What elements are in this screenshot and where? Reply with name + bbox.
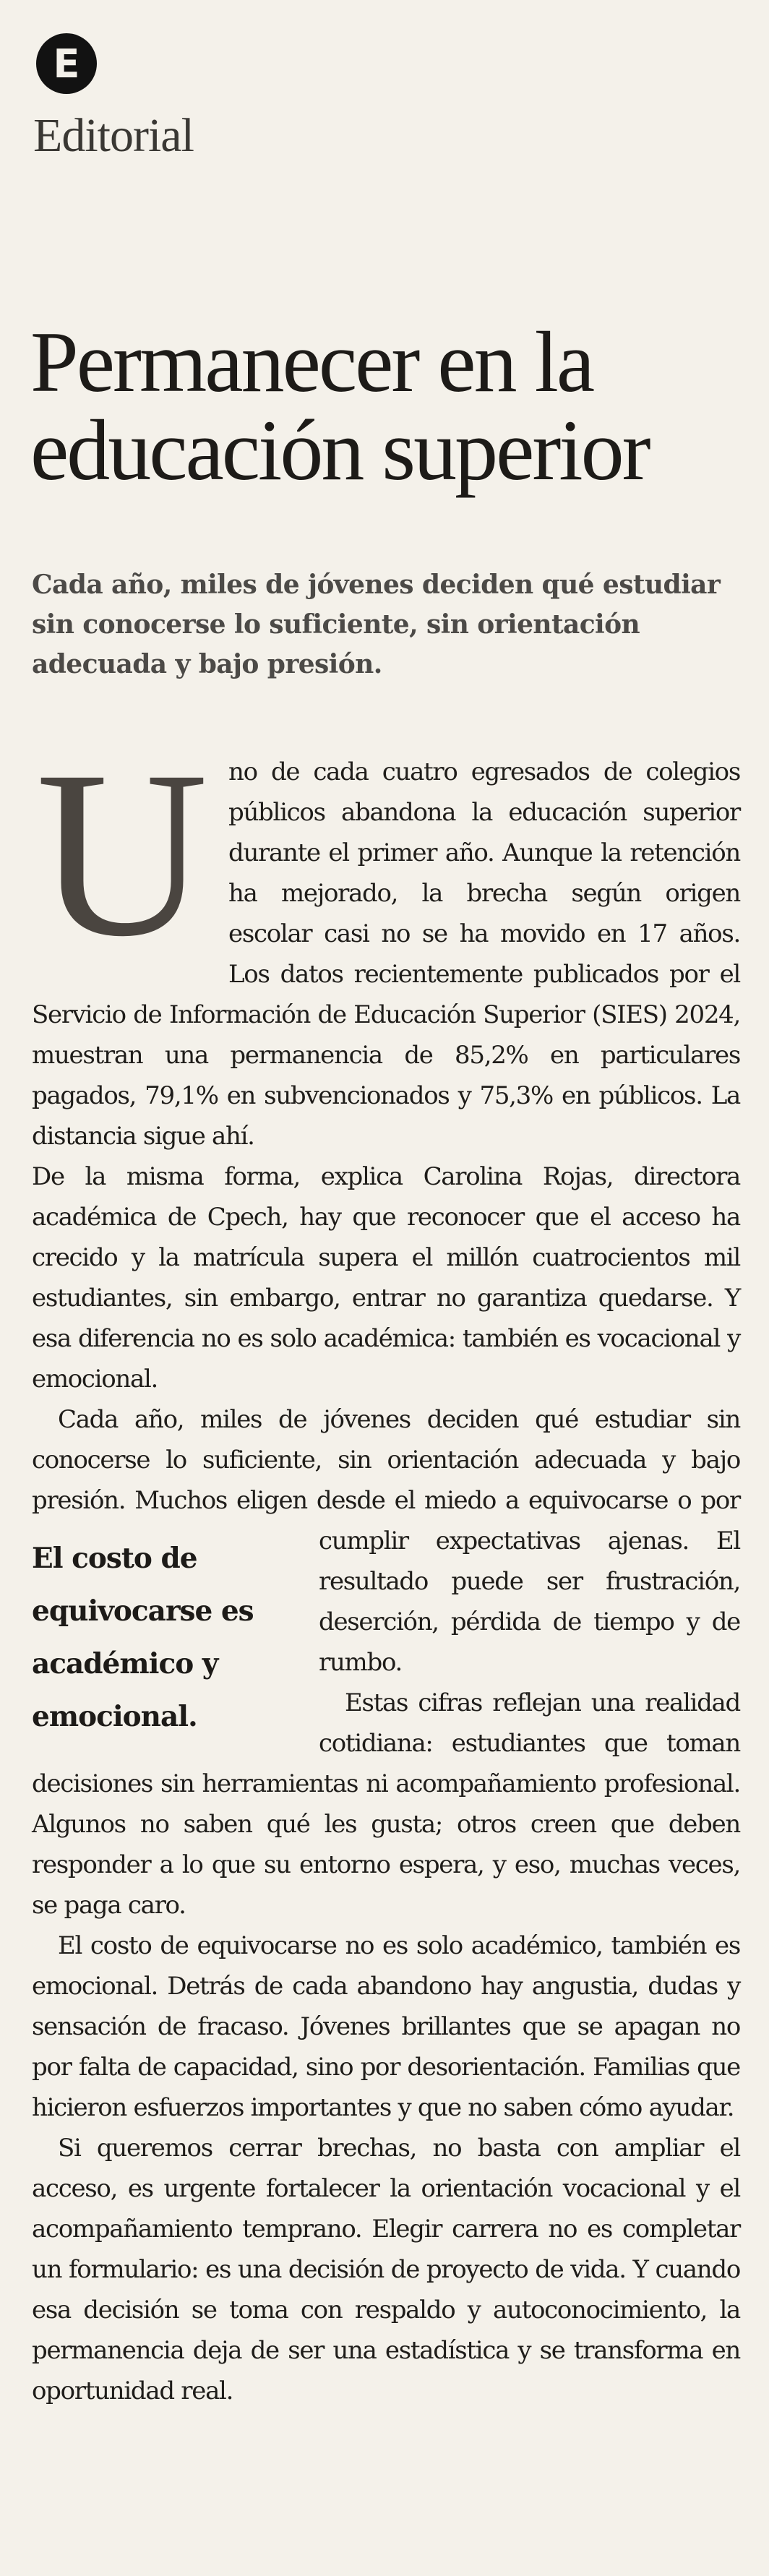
pull-quote: El costo de equivocarse es académico y emocional.	[32, 1542, 254, 1733]
article-paragraph-2: De la misma forma, explica Carolina Rojas, directora académica de Cpech, hay que reconocer que el acceso ha crecido y la matrícula supera el millón cuatrocientos mil estudiantes, sin embargo, entrar no garantiza quedarse. Y esa diferencia no es solo académica: también es vocacional y emocional.	[32, 1162, 740, 1394]
article-paragraph-6: Si queremos cerrar brechas, no basta con ampliar el acceso, es urgente fortalecer la orientación vocacional y el acompañamiento temprano. Elegir carrera no es completar un formulario: es una decisión de proyecto de vida. Y cuando esa decisión se toma con respaldo y autoconocimiento, la permanencia deja de ser una estadística y se transforma en oportunidad real.	[32, 2134, 740, 2405]
section-badge-letter: E	[53, 40, 80, 87]
paragraph-1-text: no de cada cuatro egresados de colegios públicos abandona la educación superior durante el primer año. Aunque la retención ha mejorado, la brecha según origen escolar casi no se ha movido en 17 años. Los datos recientemente publicados por el Servicio de Información de Educación Superior (SIES) 2024, muestran una permanencia de 85,2% en particulares pagados, 79,1% en subvencionados y 75,3% en públicos. La distancia sigue ahí.	[32, 757, 740, 1151]
section-label: Editorial	[33, 109, 194, 162]
article-paragraph-5: El costo de equivocarse no es solo académico, también es emocional. Detrás de cada abandono hay angustia, dudas y sensación de fracaso. Jóvenes brillantes que se apagan no por falta de capacidad, sino por desorientación. Familias que hicieron esfuerzos importantes y que no saben cómo ayudar.	[32, 1931, 740, 2122]
paragraph-3-text-a: Cada año, miles de jóvenes deciden qué estudiar sin conocerse lo suficiente, sin orientación adecuada y bajo presión. Muchos eligen desde el miedo a equivo	[32, 1405, 740, 1515]
headline: Permanecer en la educación superior	[30, 314, 649, 498]
article-paragraph-4: Estas cifras reflejan una realidad cotidiana: estudiantes que toman decisiones sin herramientas ni acompañamiento profesional. Algunos no saben qué les gusta; otros creen que deben responder a lo que su entorno espera, y eso, muchas veces, se paga caro.	[32, 1688, 740, 1920]
article-paragraph-3	[32, 1399, 740, 1733]
section-badge	[36, 33, 97, 94]
article-body	[32, 722, 740, 2411]
dek: Cada año, miles de jóvenes deciden qué estudiar sin conocerse lo suficiente, sin orientación adecuada y bajo presión.	[32, 570, 721, 679]
paragraph-3-text-b: carse o por cumplir expectativas ajenas. El resultado puede ser frustración, deserción, pérdida de tiempo y de rumbo.	[319, 1486, 740, 1677]
article-paragraph-1	[32, 722, 740, 1156]
drop-cap: U	[35, 722, 209, 986]
